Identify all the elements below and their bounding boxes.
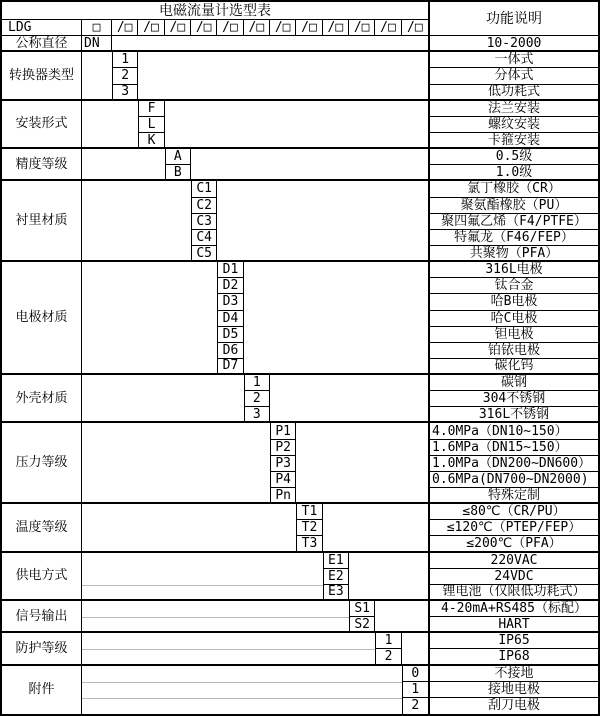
empty-cell [82,698,402,714]
option-code: D1 [217,262,243,278]
option-code: Pn [270,488,296,504]
group-label: 安装形式 [2,101,82,149]
option-code: B [165,165,191,181]
model-prefix: LDG [2,20,82,36]
option-code: P4 [270,472,296,488]
group-label: 电极材质 [2,262,82,375]
empty-cell [82,262,217,375]
option-function: 1.0级 [428,165,598,181]
option-code: D5 [217,327,243,343]
option-function: 接地电极 [428,682,598,698]
dn-code: DN [82,36,112,52]
option-code: P1 [270,423,296,439]
option-function: 220VAC [428,553,598,569]
dn-label: 公称直径 [2,36,82,52]
model-code-slot: /□ [112,20,138,36]
option-code: 2 [402,698,428,714]
option-code: D2 [217,278,243,294]
option-function: 哈B电极 [428,294,598,310]
empty-cell [82,101,138,149]
option-function: 氯丁橡胶（CR） [428,181,598,197]
empty-cell [82,375,244,423]
option-function: 316L电极 [428,262,598,278]
option-code: 0 [402,666,428,682]
empty-cell [191,149,428,181]
empty-cell [82,617,349,633]
option-function: 碳化钨 [428,359,598,375]
empty-cell [165,101,428,149]
option-function: 304不锈钢 [428,391,598,407]
option-code: 2 [112,68,138,84]
group-label: 温度等级 [2,504,82,552]
option-code: C4 [191,230,217,246]
group-label: 防护等级 [2,633,82,665]
option-code: S1 [349,601,375,617]
option-function: 特氟龙（F46/FEP） [428,230,598,246]
option-code: C1 [191,181,217,197]
option-code: A [165,149,191,165]
option-function: HART [428,617,598,633]
table-title: 电磁流量计选型表 [2,2,428,20]
empty-cell [244,262,428,375]
model-code-slot: /□ [296,20,322,36]
option-code: K [138,133,164,149]
option-function: 4.0MPa（DN10~150） [428,423,598,439]
option-function: 钛合金 [428,278,598,294]
option-function: 钽电极 [428,327,598,343]
group-label: 精度等级 [2,149,82,181]
option-function: IP65 [428,633,598,649]
model-code-slot: /□ [402,20,428,36]
option-code: P2 [270,440,296,456]
option-code: 1 [244,375,270,391]
empty-cell [112,36,428,52]
option-code: D3 [217,294,243,310]
option-code: T1 [296,504,322,520]
option-code: F [138,101,164,117]
option-function: 316L不锈钢 [428,407,598,423]
empty-cell [82,52,112,100]
option-function: 不接地 [428,666,598,682]
empty-cell [82,423,270,504]
model-code-slot: /□ [191,20,217,36]
option-function: 哈C电极 [428,311,598,327]
group-label: 衬里材质 [2,181,82,262]
empty-cell [402,633,428,665]
empty-cell [82,649,375,665]
option-function: 24VDC [428,569,598,585]
group-label: 信号输出 [2,601,82,633]
option-function: 锂电池（仅限低功耗式） [428,585,598,601]
group-label: 外壳材质 [2,375,82,423]
option-function: 1.6MPa（DN15~150） [428,440,598,456]
empty-cell [296,423,428,504]
option-code: T3 [296,536,322,552]
option-function: 1.0MPa（DN200~DN600） [428,456,598,472]
option-function: 一体式 [428,52,598,68]
model-code-slot: /□ [375,20,401,36]
model-code-slot: /□ [323,20,349,36]
option-code: C5 [191,246,217,262]
option-code: P3 [270,456,296,472]
option-code: E1 [323,553,349,569]
empty-cell [375,601,428,633]
option-function: 碳钢 [428,375,598,391]
option-code: 2 [244,391,270,407]
empty-cell [82,601,349,617]
group-label: 附件 [2,666,82,714]
option-code: 3 [244,407,270,423]
option-function: 法兰安装 [428,101,598,117]
option-function: 0.6MPa(DN700~DN2000) [428,472,598,488]
option-code: C2 [191,198,217,214]
model-code-slot: /□ [244,20,270,36]
empty-cell [82,633,375,649]
group-label: 供电方式 [2,553,82,601]
option-code: 1 [402,682,428,698]
dn-function: 10-2000 [428,36,598,52]
option-function: 特殊定制 [428,488,598,504]
option-code: T2 [296,520,322,536]
model-code-box: □ [82,20,112,36]
option-function: 卡箍安装 [428,133,598,149]
option-function: 螺纹安装 [428,117,598,133]
empty-cell [82,149,165,181]
option-function: 分体式 [428,68,598,84]
option-code: S2 [349,617,375,633]
empty-cell [82,553,323,569]
empty-cell [82,569,323,585]
option-function: 聚四氟乙烯（F4/PTFE） [428,214,598,230]
empty-cell [82,666,402,682]
model-code-slot: /□ [165,20,191,36]
option-function: ≤200℃（PFA） [428,536,598,552]
empty-cell [82,504,296,552]
empty-cell [138,52,428,100]
empty-cell [82,181,191,262]
option-code: D7 [217,359,243,375]
empty-cell [270,375,428,423]
model-code-slot: /□ [138,20,164,36]
option-function: 4-20mA+RS485（标配） [428,601,598,617]
model-code-slot: /□ [349,20,375,36]
model-code-slot: /□ [270,20,296,36]
option-code: 1 [112,52,138,68]
option-function: ≤80℃（CR/PU） [428,504,598,520]
option-function: 铂铱电极 [428,343,598,359]
option-function: 0.5级 [428,149,598,165]
option-code: 3 [112,85,138,101]
model-code-slot: /□ [217,20,243,36]
option-code: 2 [375,649,401,665]
option-code: L [138,117,164,133]
option-function: 共聚物（PFA） [428,246,598,262]
option-function: 刮刀电极 [428,698,598,714]
option-code: E3 [323,585,349,601]
option-function: ≤120℃（PTEP/FEP） [428,520,598,536]
option-code: E2 [323,569,349,585]
option-code: 1 [375,633,401,649]
group-label: 压力等级 [2,423,82,504]
empty-cell [323,504,428,552]
empty-cell [82,682,402,698]
empty-cell [82,585,323,601]
function-header: 功能说明 [428,2,598,36]
empty-cell [349,553,428,601]
option-code: D4 [217,311,243,327]
option-code: C3 [191,214,217,230]
option-function: 聚氨酯橡胶（PU） [428,198,598,214]
option-code: D6 [217,343,243,359]
option-function: 低功耗式 [428,85,598,101]
empty-cell [217,181,428,262]
option-function: IP68 [428,649,598,665]
group-label: 转换器类型 [2,52,82,100]
